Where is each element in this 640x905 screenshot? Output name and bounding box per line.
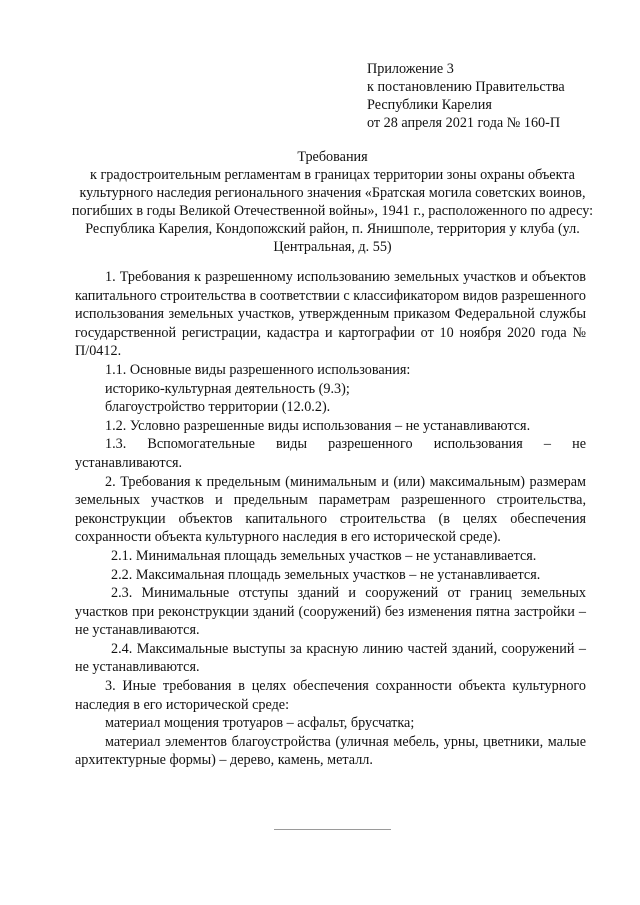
appendix-republic: Республики Карелия (367, 97, 492, 113)
paragraph-1: 1. Требования к разрешенному использованию земельных участков и объектов капитального строительства в соответствии с классификатором видов разрешенного использования земельных участков, утвержденным приказом Федеральной службы государственной регистрации, кадастра и картографии от 10 ноября 2020 года № П/0412. (75, 269, 586, 360)
list-item-landscaping: благоустройство территории (12.0.2). (105, 399, 331, 416)
document-body (75, 268, 586, 770)
paragraph-3: 3. Иные требования в целях обеспечения сохранности объекта культурного наследия в его исторической среде: (75, 678, 586, 713)
title-heading: Требования (297, 149, 368, 165)
paragraph-2-3: 2.3. Минимальные отступы зданий и сооружений от границ земельных участков при реконструкции зданий (сооружений) без изменения пятна застройки – не устанавливаются. (75, 585, 586, 639)
list-item-landscape-elements: материал элементов благоустройства (уличная мебель, урны, цветники, малые архитектурные формы) – дерево, камень, металл. (75, 733, 586, 769)
footer-divider (274, 829, 391, 830)
list-item-paving: материал мощения тротуаров – асфальт, брусчатка; (105, 715, 415, 732)
paragraph-1-1: 1.1. Основные виды разрешенного использования: (105, 361, 411, 378)
paragraph-2-2: 2.2. Максимальная площадь земельных участков – не устанавливается. (111, 566, 541, 583)
appendix-resolution: к постановлению Правительства (367, 79, 565, 95)
appendix-number: Приложение 3 (367, 61, 454, 77)
paragraph-2-4: 2.4. Максимальные выступы за красную линию частей зданий, сооружений – не устанавливаются. (75, 640, 586, 676)
list-item-historic: историко-культурная деятельность (9.3); (105, 380, 350, 397)
document-title (60, 148, 605, 256)
paragraph-1-3: 1.3. Вспомогательные виды разрешенного использования – не устанавливаются. (75, 436, 586, 471)
appendix-date: от 28 апреля 2021 года № 160-П (367, 115, 561, 131)
paragraph-2: 2. Требования к предельным (минимальным и (или) максимальным) размерам земельных участков и предельным параметрам разрешенного строительства, реконструкции объектов капитального строительства (в целях обеспечения сохранности объекта культурного наследия в его исторической среде). (75, 473, 586, 546)
paragraph-2-1: 2.1. Минимальная площадь земельных участков – не устанавливается. (111, 547, 537, 564)
paragraph-1-2: 1.2. Условно разрешенные виды использования – не устанавливаются. (105, 417, 531, 434)
title-subtitle: к градостроительным регламентам в границах территории зоны охраны объекта культурного наследия регионального значения «Братская могила советских воинов, погибших в годы Великой Отечественной войны», 1941 г., расположенного по адресу: Республика Карелия, Кондопожский район, п. Янишполе, территория у клуба (ул. Центральная, д. 55) (71, 167, 594, 255)
appendix-header (367, 60, 565, 132)
